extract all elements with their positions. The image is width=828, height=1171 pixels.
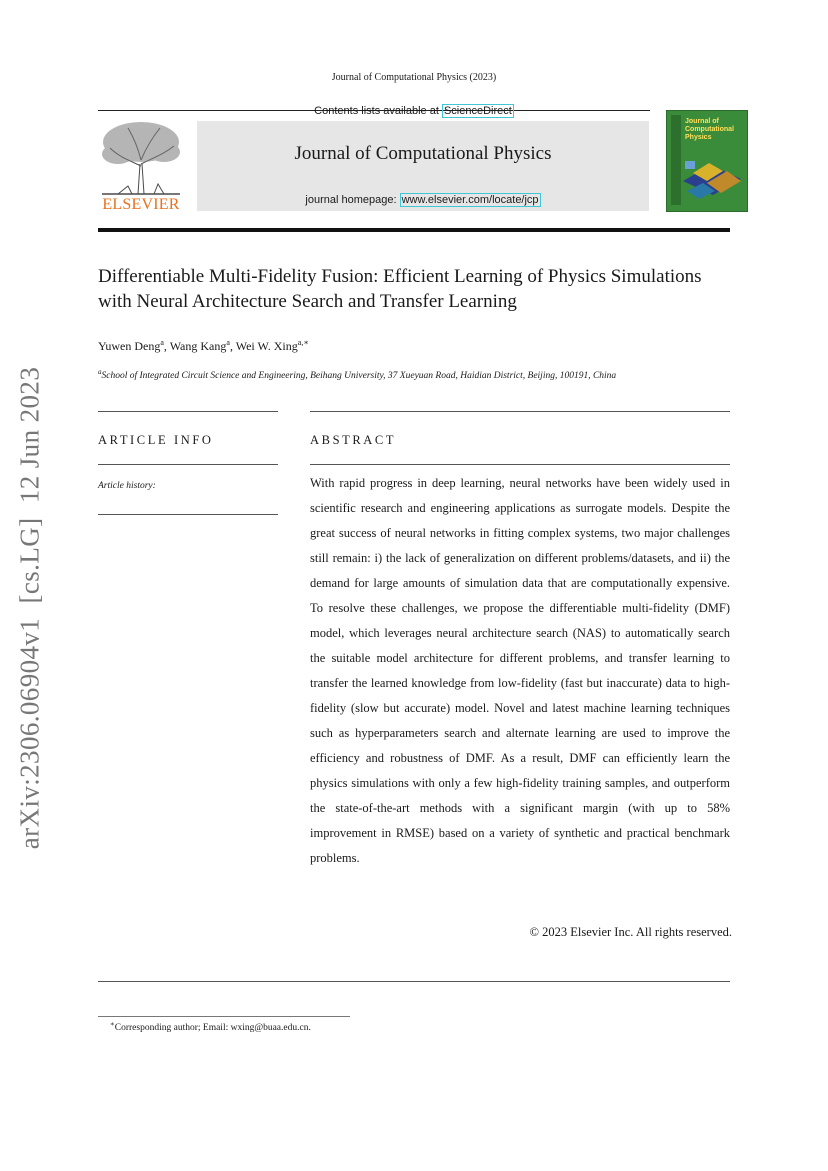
cover-title: Journal of Computational Physics: [685, 118, 734, 141]
affiliation-mark: a: [98, 368, 102, 376]
footnote-mark: ∗: [110, 1020, 115, 1028]
abstract-heading: ABSTRACT: [310, 433, 397, 447]
abstract-top-rule: [310, 411, 730, 412]
copyright: © 2023 Elsevier Inc. All rights reserved.: [529, 925, 732, 939]
sciencedirect-link[interactable]: ScienceDirect: [443, 105, 512, 117]
footnote-rule: [98, 1016, 350, 1017]
homepage-prefix: journal homepage:: [305, 194, 400, 206]
abstract-mid-rule: [310, 464, 730, 465]
author-name: Yuwen Deng: [98, 339, 161, 353]
author-affiliation-mark: a: [160, 338, 164, 347]
article-history-label: Article history:: [98, 481, 156, 491]
footnote-text: Corresponding author; Email: wxing@buaa.edu.cn.: [114, 1023, 311, 1034]
paper-title: [98, 264, 738, 314]
article-info-bottom-rule: [98, 514, 278, 515]
journal-cover: [666, 110, 748, 212]
affiliation: [98, 368, 616, 381]
author-affiliation-mark: a,∗: [297, 338, 309, 347]
masthead-bottom-rule: [98, 228, 730, 232]
title-line: Differentiable Multi-Fidelity Fusion: Efficient Learning of Physics Simulations: [98, 266, 702, 287]
contents-prefix: Contents lists available at: [314, 105, 442, 117]
article-info-heading: ARTICLE INFO: [98, 433, 214, 447]
article-info-mid-rule: [98, 464, 278, 465]
article-info-top-rule: [98, 411, 278, 412]
author-list: Yuwen Deng$^a$, Wang Kang$^a$, Wei W. Xing$^{a,∗}$: [98, 338, 309, 353]
abstract-bottom-rule: [98, 981, 730, 982]
author-name: Wang Kang: [169, 339, 227, 353]
abstract-text: With rapid progress in deep learning, neural networks have been widely used in scientific research and engineering applications as surrogate models. Despite the great success of neural networks in fitting complex systems, two major challenges still remain: i) the lack of generalization on different problems/datasets, and ii) the demand for large amounts of simulation data that are computationally expensive. To resolve these challenges, we propose the differentiable multi-fidelity (DMF) model, which leverages neural architecture search (NAS) to automatically search the suitable model architecture for different problems, and transfer learning to transfer the learned knowledge from low-fidelity (fast but inaccurate) data to high-fidelity (slow but accurate) model. Novel and latest machine learning techniques such as hyperparameters search and alternate learning are used to improve the efficiency and robustness of DMF. As a result, DMF can efficiently learn the physics simulations with only a few high-fidelity training samples, and outperform the state-of-the-art methods with a significant margin (with up to 58% improvement in RMSE) based on a variety of synthetic and practical benchmark problems.: [310, 476, 730, 865]
cover-art: [667, 111, 747, 211]
footnote: [110, 1020, 311, 1033]
author-name: Wei W. Xing: [235, 339, 298, 353]
abstract-body: [310, 471, 730, 871]
journal-name: Journal of Computational Physics: [294, 143, 552, 164]
homepage-line: [197, 194, 649, 206]
homepage-link[interactable]: www.elsevier.com/locate/jcp: [401, 194, 539, 206]
publisher-name: ELSEVIER: [102, 196, 180, 213]
arxiv-identifier: arXiv:2306.06904v1 [cs.LG] 12 Jun 2023: [14, 366, 45, 850]
running-head: Journal of Computational Physics (2023): [331, 72, 497, 83]
affiliation-text: School of Integrated Circuit Science and Engineering, Beihang University, 37 Xueyuan Road, Haidian District, Beijing, 100191, China: [101, 371, 617, 382]
author-affiliation-mark: a: [226, 338, 230, 347]
title-line: with Neural Architecture Search and Transfer Learning: [98, 291, 517, 312]
